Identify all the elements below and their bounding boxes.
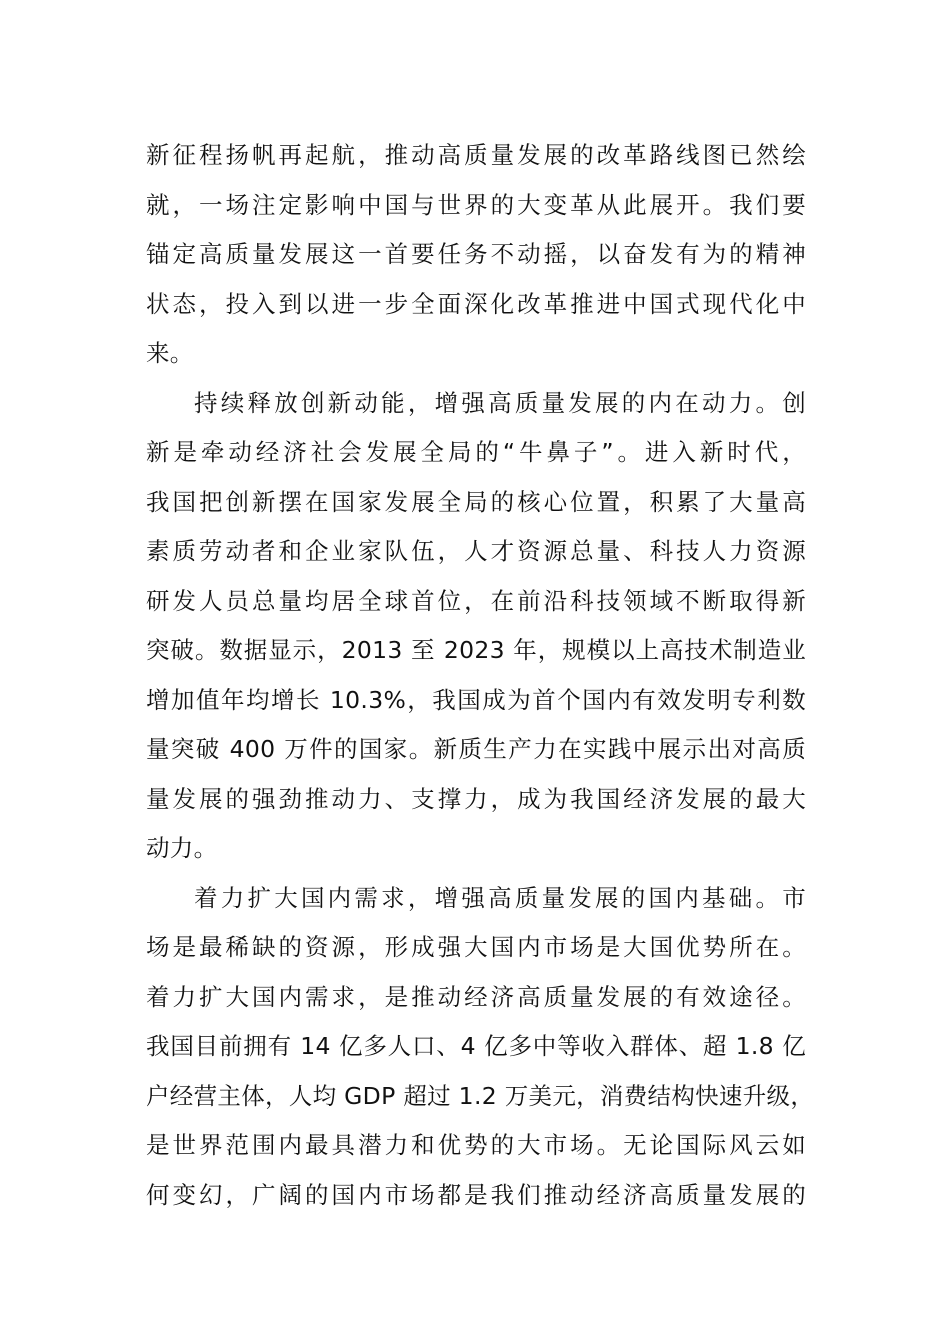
paragraph-3-line-2: 场是最稀缺的资源，形成强大国内市场是大国优势所在。 bbox=[146, 933, 806, 961]
paragraph-1-line-5: 来。 bbox=[146, 339, 194, 367]
paragraph-2-line-7: 增加值年均增长 10.3%，我国成为首个国内有效发明专利数 bbox=[146, 685, 806, 714]
paragraph-3-line-6: 是世界范围内最具潜力和优势的大市场。无论国际风云如 bbox=[146, 1131, 806, 1159]
paragraph-1-line-2: 就，一场注定影响中国与世界的大变革从此展开。我们要 bbox=[146, 190, 806, 219]
paragraph-3-line-3: 着力扩大国内需求，是推动经济高质量发展的有效途径。 bbox=[146, 982, 806, 1011]
paragraph-3-line-7: 何变幻，广阔的国内市场都是我们推动经济高质量发展的 bbox=[146, 1180, 806, 1209]
paragraph-2-line-6: 突破。数据显示，2013 至 2023 年，规模以上高技术制造业 bbox=[146, 636, 806, 664]
paragraph-3-line-4: 我国目前拥有 14 亿多人口、4 亿多中等收入群体、超 1.8 亿 bbox=[146, 1032, 806, 1060]
paragraph-3-line-5: 户经营主体，人均 GDP 超过 1.2 万美元，消费结构快速升级， bbox=[146, 1081, 815, 1110]
article-body bbox=[146, 131, 815, 1220]
paragraph-2-line-9: 量发展的强劲推动力、支撑力，成为我国经济发展的最大 bbox=[146, 784, 806, 813]
paragraph-1-line-1: 新征程扬帆再起航，推动高质量发展的改革路线图已然绘 bbox=[146, 141, 806, 169]
paragraph-1-line-3: 锚定高质量发展这一首要任务不动摇，以奋发有为的精神 bbox=[146, 240, 806, 268]
paragraph-3-line-1: 着力扩大国内需求，增强高质量发展的国内基础。市 bbox=[194, 883, 806, 912]
paragraph-2-line-1: 持续释放创新动能，增强高质量发展的内在动力。创 bbox=[194, 388, 806, 417]
paragraph-2-line-8: 量突破 400 万件的国家。新质生产力在实践中展示出对高质 bbox=[146, 735, 806, 763]
paragraph-2-line-5: 研发人员总量均居全球首位，在前沿科技领域不断取得新 bbox=[146, 586, 806, 615]
paragraph-2-line-4: 素质劳动者和企业家队伍，人才资源总量、科技人力资源 bbox=[146, 537, 806, 565]
paragraph-2-line-3: 我国把创新摆在国家发展全局的核心位置，积累了大量高 bbox=[146, 487, 806, 516]
paragraph-2-line-10: 动力。 bbox=[146, 834, 218, 862]
paragraph-1-line-4: 状态，投入到以进一步全面深化改革推进中国式现代化中 bbox=[146, 289, 806, 318]
paragraph-2-line-2: 新是牵动经济社会发展全局的“牛鼻子”。进入新时代， bbox=[146, 438, 806, 466]
